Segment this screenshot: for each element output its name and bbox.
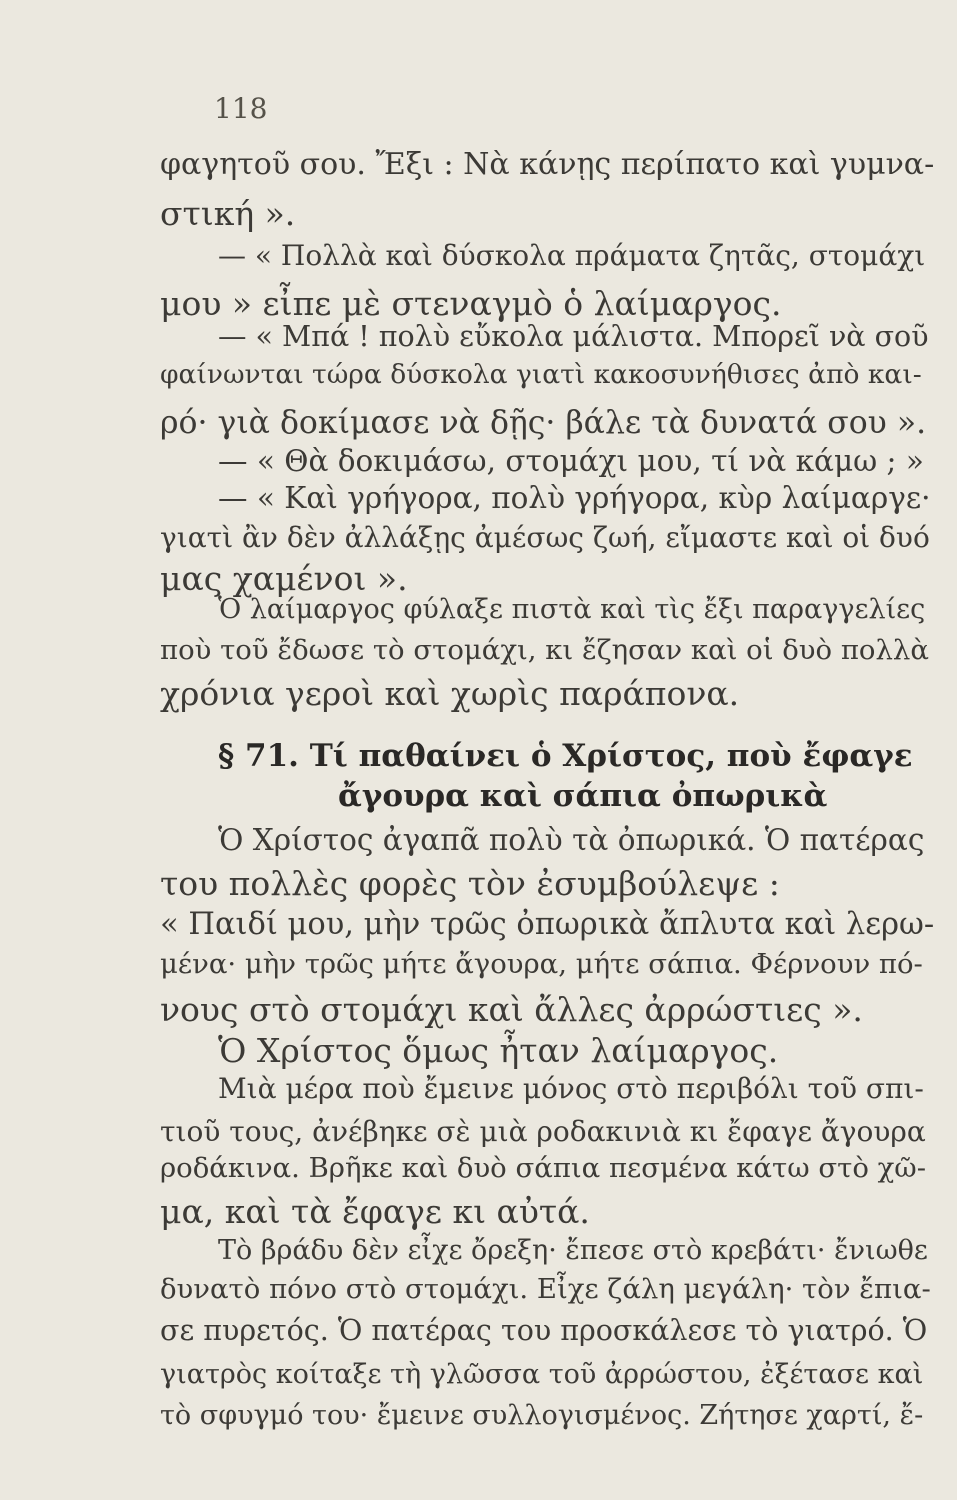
text-line: φαγητοῦ σου. Ἔξι : Νὰ κάνῃς περίπατο καὶ γυμνα- [160, 147, 935, 182]
text-line: — « Θὰ δοκιμάσω, στομάχι μου, τί νὰ κάμω ; » [218, 444, 924, 478]
text-line: μας χαμένοι ». [160, 559, 408, 598]
text-line: ποὺ τοῦ ἔδωσε τὸ στομάχι, κι ἔζησαν καὶ οἱ δυὸ πολλὰ [160, 634, 929, 666]
text-line: — « Πολλὰ καὶ δύσκολα πράματα ζητᾶς, στομάχι [218, 239, 926, 272]
text-line: Ὁ Χρίστος ἀγαπᾶ πολὺ τὰ ὀπωρικά. Ὁ πατέρας [218, 823, 925, 857]
text-line: μου » εἶπε μὲ στεναγμὸ ὁ λαίμαργος. [160, 284, 782, 323]
text-line: γιατὶ ἂν δὲν ἀλλάξῃς ἀμέσως ζωή, εἴμαστε καὶ οἱ δυό [160, 521, 930, 554]
text-line: τὸ σφυγμό του· ἔμεινε συλλογισμένος. Ζήτησε χαρτί, ἔ- [160, 1400, 924, 1431]
text-line: δυνατὸ πόνο στὸ στομάχι. Εἶχε ζάλη μεγάλη· τὸν ἔπια- [160, 1273, 931, 1305]
text-line: νους στὸ στομάχι καὶ ἄλλες ἀρρώστιες ». [160, 990, 863, 1029]
text-line: Ὁ λαίμαργος φύλαξε πιστὰ καὶ τὶς ἔξι παραγγελίες [218, 594, 926, 625]
text-line: σε πυρετός. Ὁ πατέρας του προσκάλεσε τὸ γιατρό. Ὁ [160, 1314, 928, 1347]
text-line: Μιὰ μέρα ποὺ ἔμεινε μόνος στὸ περιβόλι τοῦ σπι- [218, 1072, 924, 1105]
text-line: του πολλὲς φορὲς τὸν ἐσυμβούλεψε : [160, 864, 780, 903]
text-line: ρό· γιὰ δοκίμασε νὰ δῇς· βάλε τὰ δυνατά σου ». [160, 405, 927, 441]
text-line: μένα· μὴν τρῶς μήτε ἄγουρα, μήτε σάπια. Φέρνουν πό- [160, 948, 923, 980]
section-heading: § 71. Τί παθαίνει ὁ Χρίστος, ποὺ ἔφαγε [218, 738, 913, 774]
text-line: — « Μπά ! πολὺ εὔκολα μάλιστα. Μπορεῖ νὰ σοῦ [218, 320, 929, 353]
section-heading: ἄγουρα καὶ σάπια ὀπωρικὰ [338, 778, 828, 814]
text-line: φαίνωνται τώρα δύσκολα γιατὶ κακοσυνήθισες ἀπὸ και- [160, 359, 922, 390]
text-line: χρόνια γεροὶ καὶ χωρὶς παράπονα. [160, 674, 740, 713]
text-line: Τὸ βράδυ δὲν εἶχε ὄρεξη· ἔπεσε στὸ κρεβάτι· ἔνιωθε [218, 1235, 928, 1266]
text-line: γιατρὸς κοίταξε τὴ γλῶσσα τοῦ ἀρρώστου, ἐξέτασε καὶ [160, 1359, 924, 1390]
text-line: τιοῦ τους, ἀνέβηκε σὲ μιὰ ροδακινιὰ κι ἔφαγε ἄγουρα [160, 1115, 926, 1148]
text-line: — « Καὶ γρήγορα, πολὺ γρήγορα, κὺρ λαίμαργε· [218, 481, 931, 515]
text-line: στική ». [160, 194, 296, 233]
text-line: μα, καὶ τὰ ἔφαγε κι αὐτά. [160, 1192, 590, 1231]
text-line: Ὁ Χρίστος ὅμως ἦταν λαίμαργος. [218, 1031, 779, 1070]
page-number: 118 [214, 92, 268, 125]
text-line: ροδάκινα. Βρῆκε καὶ δυὸ σάπια πεσμένα κάτω στὸ χῶ- [160, 1152, 927, 1184]
text-line: « Παιδί μου, μὴν τρῶς ὀπωρικὰ ἄπλυτα καὶ λερω- [160, 907, 935, 942]
